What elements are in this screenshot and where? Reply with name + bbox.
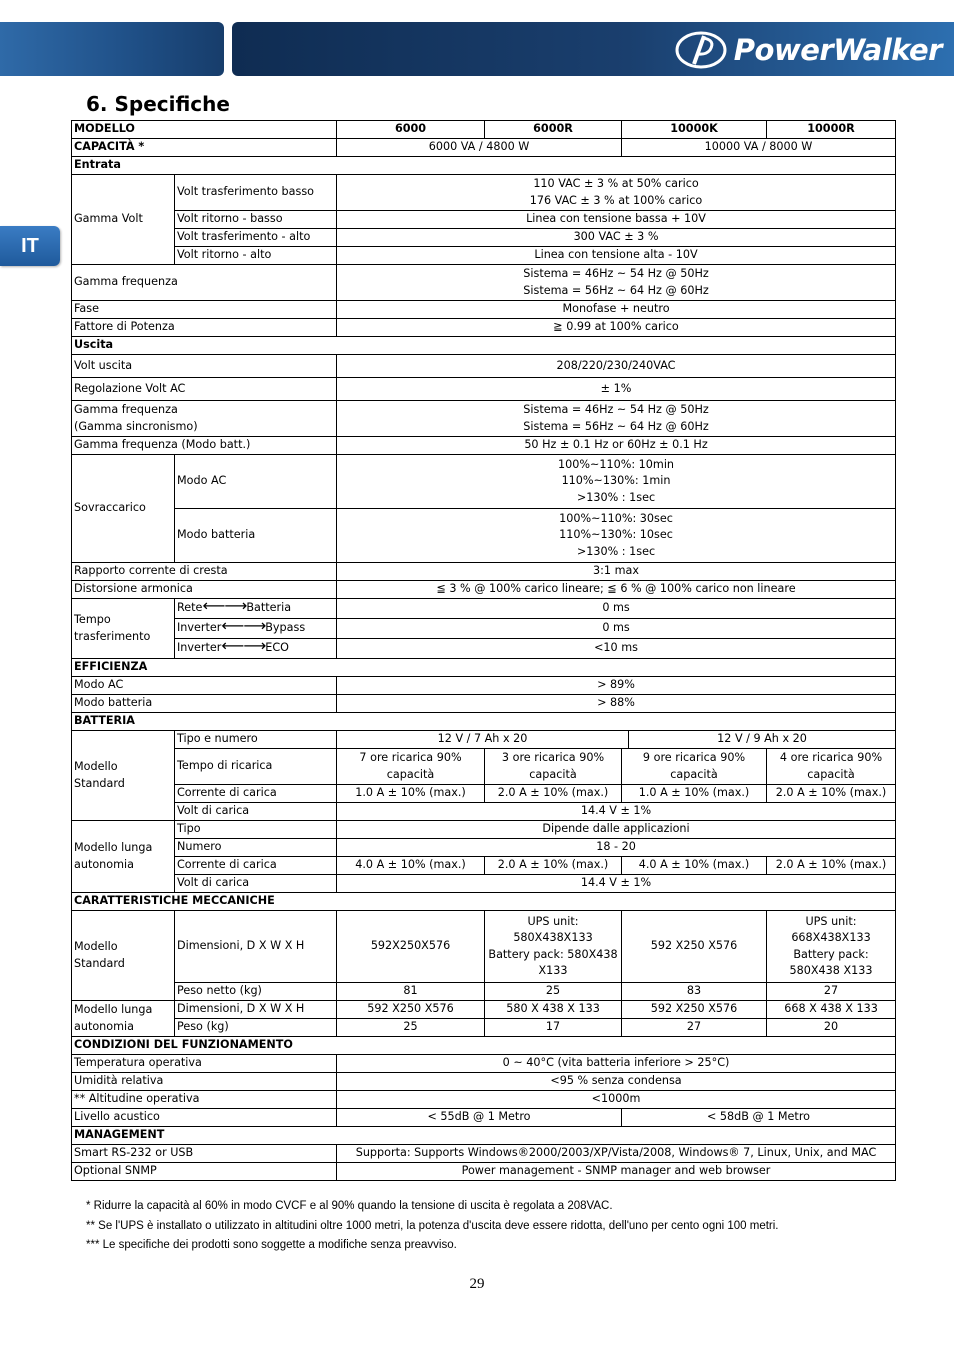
low-transfer-label: Volt trasferimento basso	[175, 175, 337, 211]
capacity-6000: 6000 VA / 4800 W	[337, 139, 622, 157]
footnote-1: * Ridurre la capacità al 60% in modo CVCF e al 90% quando la tensione di uscita è regolata a 208VAC.	[86, 1200, 613, 1212]
table-row	[72, 1163, 896, 1181]
section-row	[72, 157, 896, 175]
transfer-eco-value: <10 ms	[337, 639, 896, 659]
long-cc-label: Corrente di carica	[175, 857, 337, 875]
table-row	[72, 355, 896, 378]
noise-10000: < 58dB @ 1 Metro	[622, 1109, 896, 1127]
section-row	[72, 337, 896, 355]
section-row	[72, 893, 896, 911]
table-row	[72, 265, 896, 301]
output-volt-value: 208/220/230/240VAC	[337, 355, 896, 378]
double-arrow-icon: ⟵⟶	[202, 596, 247, 616]
table-row	[72, 821, 896, 839]
table-row	[72, 437, 896, 455]
capacity-label: CAPACITÀ *	[72, 139, 337, 157]
table-row	[72, 247, 896, 265]
snmp-label: Optional SNMP	[72, 1163, 337, 1181]
high-return-label: Volt ritorno - alto	[175, 247, 337, 265]
freq-batt-label: Gamma frequenza (Modo batt.)	[72, 437, 337, 455]
recharge-label: Tempo di ricarica	[175, 749, 337, 785]
double-arrow-icon: ⟵⟶	[221, 636, 266, 656]
altitude-value: <1000m	[337, 1091, 896, 1109]
double-arrow-icon: ⟵⟶	[221, 616, 266, 636]
dims-label: Dimensioni, D X W X H	[175, 911, 337, 983]
battery-long-label: Modello lunga autonomia	[72, 821, 175, 893]
model-6000: 6000	[337, 121, 485, 139]
table-row	[72, 378, 896, 401]
charge-volt-value: 14.4 V ± 1%	[337, 803, 896, 821]
table-row	[72, 1145, 896, 1163]
footnotes	[86, 1197, 779, 1256]
footnote-2: ** Se l'UPS è installato o utilizzato in altitudini oltre 1000 metri, la potenza d'uscita deve essere ridotta, dell'uno per cento ogni 100 metri.	[86, 1219, 779, 1232]
weight-6000: 81	[337, 983, 485, 1001]
spec-table	[71, 120, 896, 1181]
section-row	[72, 659, 896, 677]
dims-6000r: UPS unit: 580X438X133 Battery pack: 580X438 X133	[485, 911, 622, 983]
table-row	[72, 229, 896, 247]
high-transfer-label: Volt trasferimento - alto	[175, 229, 337, 247]
lcc-10000k: 4.0 A ± 10% (max.)	[622, 857, 767, 875]
weight-label: Peso netto (kg)	[175, 983, 337, 1001]
table-row	[72, 563, 896, 581]
lw-10000k: 27	[622, 1019, 767, 1037]
dims-10000k: 592 X250 X576	[622, 911, 767, 983]
ld-6000r: 580 X 438 X 133	[485, 1001, 622, 1019]
gamma-volt-label: Gamma Volt	[72, 175, 175, 265]
section-row	[72, 1037, 896, 1055]
language-tab[interactable]: IT	[0, 226, 60, 266]
table-row	[72, 983, 896, 1001]
smart-value: Supporta: Supports Windows®2000/2003/XP/Vista/2008, Windows® 7, Linux, Unix, and MAC	[337, 1145, 896, 1163]
eff-batt-value: > 88%	[337, 695, 896, 713]
recharge-10000r: 4 ore ricarica 90% capacità	[767, 749, 896, 785]
table-row	[72, 175, 896, 211]
dims-6000: 592X250X576	[337, 911, 485, 983]
low-return-value: Linea con tensione bassa + 10V	[337, 211, 896, 229]
ld-6000: 592 X250 X576	[337, 1001, 485, 1019]
eff-ac-value: > 89%	[337, 677, 896, 695]
dims-10000r: UPS unit: 668X438X133 Battery pack: 580X438 X133	[767, 911, 896, 983]
section-output: Uscita	[72, 337, 896, 355]
mech-std-label: Modello Standard	[72, 911, 175, 1001]
table-row	[72, 839, 896, 857]
long-cv-value: 14.4 V ± 1%	[337, 875, 896, 893]
table-row	[72, 509, 896, 563]
model-10000k: 10000K	[622, 121, 767, 139]
table-row	[72, 1073, 896, 1091]
model-10000r: 10000R	[767, 121, 896, 139]
type-num-6000: 12 V / 7 Ah x 20	[337, 731, 629, 749]
table-row	[72, 599, 896, 619]
table-row	[72, 731, 896, 749]
table-row	[72, 677, 896, 695]
header-bar-left	[0, 22, 224, 76]
table-row	[72, 121, 896, 139]
eff-batt-label: Modo batteria	[72, 695, 337, 713]
powerwalker-logo-icon	[674, 30, 728, 70]
table-row	[72, 211, 896, 229]
table-row	[72, 803, 896, 821]
output-volt-label: Volt uscita	[72, 355, 337, 378]
high-transfer-value: 300 VAC ± 3 %	[337, 229, 896, 247]
transfer-label: Tempo trasferimento	[72, 599, 175, 659]
section-row	[72, 713, 896, 731]
altitude-label: ** Altitudine operativa	[72, 1091, 337, 1109]
humidity-label: Umidità relativa	[72, 1073, 337, 1091]
transfer-inverter-eco: Inverter⟵⟶ECO	[175, 639, 337, 659]
table-row	[72, 1019, 896, 1037]
overload-ac-value: 100%~110%: 10min 110%~130%: 1min >130% : 1sec	[337, 455, 896, 509]
weight-10000k: 83	[622, 983, 767, 1001]
charge-current-label: Corrente di carica	[175, 785, 337, 803]
page-title: 6. Specifiche	[86, 92, 230, 116]
transfer-inverter-bypass: Inverter⟵⟶Bypass	[175, 619, 337, 639]
table-row	[72, 1055, 896, 1073]
number-label: Numero	[175, 839, 337, 857]
long-dims-label: Dimensioni, D X W X H	[175, 1001, 337, 1019]
table-row	[72, 1091, 896, 1109]
output-freq-value: Sistema = 46Hz ~ 54 Hz @ 50Hz Sistema = 56Hz ~ 64 Hz @ 60Hz	[337, 401, 896, 437]
table-row	[72, 749, 896, 785]
noise-6000: < 55dB @ 1 Metro	[337, 1109, 622, 1127]
lw-6000r: 17	[485, 1019, 622, 1037]
thd-label: Distorsione armonica	[72, 581, 337, 599]
cc-10000k: 1.0 A ± 10% (max.)	[622, 785, 767, 803]
lcc-10000r: 2.0 A ± 10% (max.)	[767, 857, 896, 875]
ld-10000r: 668 X 438 X 133	[767, 1001, 896, 1019]
overload-batt-value: 100%~110%: 30sec 110%~130%: 10sec >130% : 1sec	[337, 509, 896, 563]
table-row	[72, 639, 896, 659]
section-environment: CONDIZIONI DEL FUNZIONAMENTO	[72, 1037, 896, 1055]
freq-batt-value: 50 Hz ± 0.1 Hz or 60Hz ± 0.1 Hz	[337, 437, 896, 455]
model-6000r: 6000R	[485, 121, 622, 139]
humidity-value: <95 % senza condensa	[337, 1073, 896, 1091]
crest-value: 3:1 max	[337, 563, 896, 581]
thd-value: ≦ 3 % @ 100% carico lineare; ≦ 6 % @ 100% carico non lineare	[337, 581, 896, 599]
number-value: 18 - 20	[337, 839, 896, 857]
table-row	[72, 401, 896, 437]
overload-label: Sovraccarico	[72, 455, 175, 563]
pf-label: Fattore di Potenza	[72, 319, 337, 337]
low-return-label: Volt ritorno - basso	[175, 211, 337, 229]
page-number: 29	[469, 1276, 485, 1292]
section-management: MANAGEMENT	[72, 1127, 896, 1145]
model-header: MODELLO	[72, 121, 337, 139]
table-row	[72, 619, 896, 639]
ld-10000k: 592 X250 X576	[622, 1001, 767, 1019]
table-row	[72, 581, 896, 599]
table-row	[72, 1001, 896, 1019]
section-mechanical: CARATTERISTICHE MECCANICHE	[72, 893, 896, 911]
crest-label: Rapporto corrente di cresta	[72, 563, 337, 581]
table-row	[72, 301, 896, 319]
weight-10000r: 27	[767, 983, 896, 1001]
input-freq-label: Gamma frequenza	[72, 265, 337, 301]
section-efficiency: EFFICIENZA	[72, 659, 896, 677]
table-row	[72, 695, 896, 713]
mech-long-label: Modello lunga autonomia	[72, 1001, 175, 1037]
reg-value: ± 1%	[337, 378, 896, 401]
recharge-10000k: 9 ore ricarica 90% capacità	[622, 749, 767, 785]
pf-value: ≧ 0.99 at 100% carico	[337, 319, 896, 337]
section-row	[72, 1127, 896, 1145]
table-row	[72, 875, 896, 893]
transfer-bypass-value: 0 ms	[337, 619, 896, 639]
transfer-rete-batteria: Rete⟵⟶Batteria	[175, 599, 337, 619]
phase-label: Fase	[72, 301, 337, 319]
section-battery: BATTERIA	[72, 713, 896, 731]
table-row	[72, 785, 896, 803]
overload-ac-label: Modo AC	[175, 455, 337, 509]
recharge-6000r: 3 ore ricarica 90% capacità	[485, 749, 622, 785]
brand-logo	[674, 26, 942, 74]
overload-batt-label: Modo batteria	[175, 509, 337, 563]
table-row	[72, 857, 896, 875]
table-row	[72, 139, 896, 157]
cc-6000: 1.0 A ± 10% (max.)	[337, 785, 485, 803]
type-num-10000: 12 V / 9 Ah x 20	[629, 731, 896, 749]
weight-6000r: 25	[485, 983, 622, 1001]
transfer-rete-value: 0 ms	[337, 599, 896, 619]
table-row	[72, 319, 896, 337]
input-freq-value: Sistema = 46Hz ~ 54 Hz @ 50Hz Sistema = 56Hz ~ 64 Hz @ 60Hz	[337, 265, 896, 301]
table-row	[72, 455, 896, 509]
temp-label: Temperatura operativa	[72, 1055, 337, 1073]
capacity-10000: 10000 VA / 8000 W	[622, 139, 896, 157]
phase-value: Monofase + neutro	[337, 301, 896, 319]
output-freq-label: Gamma frequenza (Gamma sincronismo)	[72, 401, 337, 437]
footnote-3: *** Le specifiche dei prodotti sono soggette a modifiche senza preavviso.	[86, 1239, 457, 1251]
section-input: Entrata	[72, 157, 896, 175]
lw-6000: 25	[337, 1019, 485, 1037]
smart-label: Smart RS-232 or USB	[72, 1145, 337, 1163]
type-label: Tipo	[175, 821, 337, 839]
temp-value: 0 ~ 40°C (vita batteria inferiore > 25°C)	[337, 1055, 896, 1073]
table-row	[72, 911, 896, 983]
table-row	[72, 1109, 896, 1127]
cc-10000r: 2.0 A ± 10% (max.)	[767, 785, 896, 803]
lcc-6000r: 2.0 A ± 10% (max.)	[485, 857, 622, 875]
lcc-6000: 4.0 A ± 10% (max.)	[337, 857, 485, 875]
long-cv-label: Volt di carica	[175, 875, 337, 893]
snmp-value: Power management - SNMP manager and web browser	[337, 1163, 896, 1181]
lw-10000r: 20	[767, 1019, 896, 1037]
charge-volt-label: Volt di carica	[175, 803, 337, 821]
recharge-6000: 7 ore ricarica 90% capacità	[337, 749, 485, 785]
brand-name: PowerWalker	[733, 33, 942, 67]
battery-std-label: Modello Standard	[72, 731, 175, 821]
cc-6000r: 2.0 A ± 10% (max.)	[485, 785, 622, 803]
eff-ac-label: Modo AC	[72, 677, 337, 695]
type-num-label: Tipo e numero	[175, 731, 337, 749]
high-return-value: Linea con tensione alta - 10V	[337, 247, 896, 265]
reg-label: Regolazione Volt AC	[72, 378, 337, 401]
type-value: Dipende dalle applicazioni	[337, 821, 896, 839]
noise-label: Livello acustico	[72, 1109, 337, 1127]
low-transfer-value: 110 VAC ± 3 % at 50% carico 176 VAC ± 3 % at 100% carico	[337, 175, 896, 211]
long-weight-label: Peso (kg)	[175, 1019, 337, 1037]
